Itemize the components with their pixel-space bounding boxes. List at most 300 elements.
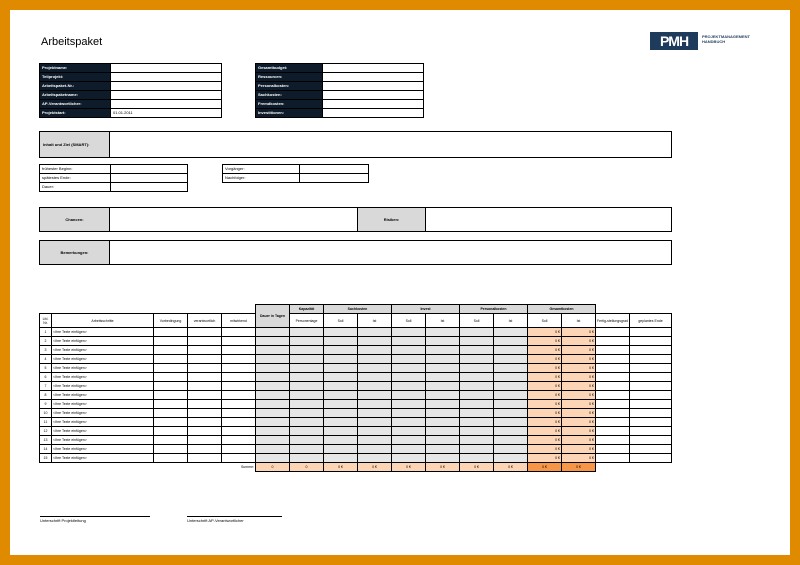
row-mitwirkend[interactable] <box>222 373 256 382</box>
col-verantwortlich: verantwortlich <box>188 314 222 328</box>
row-number: 15 <box>40 454 52 463</box>
row-value-cell[interactable] <box>256 445 290 454</box>
project-info-table <box>39 63 222 118</box>
row-value-cell[interactable] <box>426 409 460 418</box>
row-value-cell[interactable] <box>324 436 358 445</box>
row-verantwortlich[interactable] <box>188 436 222 445</box>
risiken-label: Risiken: <box>358 208 426 231</box>
row-mitwirkend[interactable] <box>222 355 256 364</box>
row-arbeitsschritt[interactable]: <Ihre Texte einfügen> <box>52 391 154 400</box>
sum-cell: 0 <box>256 463 290 472</box>
table-row <box>40 391 672 400</box>
row-arbeitsschritt[interactable]: <Ihre Texte einfügen> <box>52 409 154 418</box>
row-number: 9 <box>40 400 52 409</box>
row-mitwirkend[interactable] <box>222 382 256 391</box>
row-value-cell[interactable] <box>290 454 324 463</box>
row-geplantes-ende[interactable] <box>630 382 672 391</box>
row-value-cell[interactable] <box>256 355 290 364</box>
row-value-cell[interactable] <box>494 436 528 445</box>
row-arbeitsschritt[interactable]: <Ihre Texte einfügen> <box>52 454 154 463</box>
group-personalkosten: Personalkosten <box>460 305 528 314</box>
budget-field-label: Personalkosten: <box>256 82 323 91</box>
row-value-cell[interactable] <box>256 382 290 391</box>
row-value-cell[interactable] <box>426 346 460 355</box>
row-value-cell[interactable] <box>494 355 528 364</box>
row-gesamt-soll: 0 € <box>528 373 562 382</box>
row-geplantes-ende[interactable] <box>630 328 672 337</box>
project-field-value[interactable] <box>111 73 222 82</box>
row-gesamt-soll: 0 € <box>528 436 562 445</box>
row-vorbedingung[interactable] <box>154 364 188 373</box>
group-invest: Invest <box>392 305 460 314</box>
row-value-cell[interactable] <box>392 391 426 400</box>
row-value-cell[interactable] <box>392 400 426 409</box>
row-value-cell[interactable] <box>358 328 392 337</box>
row-value-cell[interactable] <box>460 337 494 346</box>
row-value-cell[interactable] <box>324 400 358 409</box>
project-field-value[interactable] <box>111 64 222 73</box>
row-mitwirkend[interactable] <box>222 328 256 337</box>
row-value-cell[interactable] <box>426 436 460 445</box>
row-value-cell[interactable] <box>460 454 494 463</box>
sum-cell: 0 € <box>358 463 392 472</box>
row-arbeitsschritt[interactable]: <Ihre Texte einfügen> <box>52 337 154 346</box>
row-value-cell[interactable] <box>494 328 528 337</box>
sum-cell: 0 € <box>324 463 358 472</box>
row-value-cell[interactable] <box>324 445 358 454</box>
row-value-cell[interactable] <box>460 427 494 436</box>
row-value-cell[interactable] <box>392 418 426 427</box>
row-value-cell[interactable] <box>460 346 494 355</box>
row-value-cell[interactable] <box>426 454 460 463</box>
row-value-cell[interactable] <box>494 346 528 355</box>
row-verantwortlich[interactable] <box>188 337 222 346</box>
col-pers-ist: Ist <box>494 314 528 328</box>
row-vorbedingung[interactable] <box>154 436 188 445</box>
row-mitwirkend[interactable] <box>222 346 256 355</box>
row-verantwortlich[interactable] <box>188 328 222 337</box>
row-number: 10 <box>40 409 52 418</box>
row-fertigstellungsgrad[interactable] <box>596 373 630 382</box>
row-fertigstellungsgrad[interactable] <box>596 436 630 445</box>
table-row <box>40 427 672 436</box>
row-value-cell[interactable] <box>392 427 426 436</box>
row-value-cell[interactable] <box>290 364 324 373</box>
row-verantwortlich[interactable] <box>188 400 222 409</box>
row-arbeitsschritt[interactable]: <Ihre Texte einfügen> <box>52 427 154 436</box>
sum-cell: 0 € <box>460 463 494 472</box>
date-field-value[interactable] <box>111 165 188 174</box>
row-gesamt-soll: 0 € <box>528 454 562 463</box>
row-arbeitsschritt[interactable]: <Ihre Texte einfügen> <box>52 373 154 382</box>
row-value-cell[interactable] <box>460 382 494 391</box>
row-number: 1 <box>40 328 52 337</box>
row-value-cell[interactable] <box>426 373 460 382</box>
row-arbeitsschritt[interactable]: <Ihre Texte einfügen> <box>52 400 154 409</box>
row-mitwirkend[interactable] <box>222 400 256 409</box>
row-value-cell[interactable] <box>426 382 460 391</box>
row-value-cell[interactable] <box>460 400 494 409</box>
group-gesamtkosten: Gesamtkosten <box>528 305 596 314</box>
row-verantwortlich[interactable] <box>188 454 222 463</box>
row-fertigstellungsgrad[interactable] <box>596 409 630 418</box>
row-arbeitsschritt[interactable]: <Ihre Texte einfügen> <box>52 445 154 454</box>
row-vorbedingung[interactable] <box>154 400 188 409</box>
row-value-cell[interactable] <box>426 400 460 409</box>
logo-text: PROJEKTMANAGEMENT HANDBUCH <box>702 34 751 44</box>
row-value-cell[interactable] <box>392 454 426 463</box>
row-gesamt-soll: 0 € <box>528 382 562 391</box>
row-value-cell[interactable] <box>290 436 324 445</box>
row-value-cell[interactable] <box>358 346 392 355</box>
row-vorbedingung[interactable] <box>154 346 188 355</box>
row-geplantes-ende[interactable] <box>630 337 672 346</box>
row-fertigstellungsgrad[interactable] <box>596 337 630 346</box>
budget-field-value[interactable] <box>323 109 424 118</box>
row-value-cell[interactable] <box>324 427 358 436</box>
row-value-cell[interactable] <box>392 355 426 364</box>
page-title: Arbeitspaket <box>41 36 103 48</box>
row-value-cell[interactable] <box>290 427 324 436</box>
row-value-cell[interactable] <box>256 391 290 400</box>
budget-info-table <box>255 63 424 118</box>
row-gesamt-soll: 0 € <box>528 328 562 337</box>
row-value-cell[interactable] <box>324 328 358 337</box>
row-value-cell[interactable] <box>494 454 528 463</box>
row-mitwirkend[interactable] <box>222 337 256 346</box>
row-gesamt-soll: 0 € <box>528 346 562 355</box>
row-geplantes-ende[interactable] <box>630 400 672 409</box>
row-value-cell[interactable] <box>324 391 358 400</box>
row-value-cell[interactable] <box>324 346 358 355</box>
row-value-cell[interactable] <box>290 328 324 337</box>
dates-table <box>39 164 188 192</box>
row-value-cell[interactable] <box>290 337 324 346</box>
row-verantwortlich[interactable] <box>188 418 222 427</box>
row-value-cell[interactable] <box>358 436 392 445</box>
risiken-field[interactable] <box>357 207 672 232</box>
row-mitwirkend[interactable] <box>222 445 256 454</box>
bemerkungen-field[interactable] <box>39 240 672 265</box>
row-value-cell[interactable] <box>256 337 290 346</box>
row-value-cell[interactable] <box>256 373 290 382</box>
row-gesamt-ist: 0 € <box>562 436 596 445</box>
row-value-cell[interactable] <box>358 400 392 409</box>
row-geplantes-ende[interactable] <box>630 346 672 355</box>
table-row <box>40 346 672 355</box>
row-value-cell[interactable] <box>290 409 324 418</box>
col-arbeitsschritte: Arbeitsschritte <box>52 314 154 328</box>
row-value-cell[interactable] <box>392 445 426 454</box>
row-value-cell[interactable] <box>426 391 460 400</box>
row-value-cell[interactable] <box>256 364 290 373</box>
row-mitwirkend[interactable] <box>222 418 256 427</box>
relation-field-value[interactable] <box>300 174 369 183</box>
sum-cell: 0 € <box>426 463 460 472</box>
budget-field-value[interactable] <box>323 100 424 109</box>
row-value-cell[interactable] <box>392 382 426 391</box>
date-field-label: Dauer: <box>40 183 111 192</box>
col-ges-soll: Soll <box>528 314 562 328</box>
budget-field-value[interactable] <box>323 91 424 100</box>
row-value-cell[interactable] <box>494 400 528 409</box>
row-value-cell[interactable] <box>256 409 290 418</box>
date-field-value[interactable] <box>111 174 188 183</box>
project-field-label: Arbeitspaket-Nr.: <box>40 82 111 91</box>
row-arbeitsschritt[interactable]: <Ihre Texte einfügen> <box>52 418 154 427</box>
row-vorbedingung[interactable] <box>154 445 188 454</box>
chancen-label: Chancen: <box>40 208 110 231</box>
row-value-cell[interactable] <box>426 355 460 364</box>
row-value-cell[interactable] <box>358 418 392 427</box>
row-vorbedingung[interactable] <box>154 382 188 391</box>
row-geplantes-ende[interactable] <box>630 409 672 418</box>
row-value-cell[interactable] <box>324 337 358 346</box>
table-row <box>40 445 672 454</box>
row-value-cell[interactable] <box>256 418 290 427</box>
row-fertigstellungsgrad[interactable] <box>596 382 630 391</box>
row-value-cell[interactable] <box>256 436 290 445</box>
chancen-field[interactable] <box>39 207 359 232</box>
row-value-cell[interactable] <box>494 418 528 427</box>
row-value-cell[interactable] <box>358 427 392 436</box>
row-arbeitsschritt[interactable]: <Ihre Texte einfügen> <box>52 436 154 445</box>
row-verantwortlich[interactable] <box>188 427 222 436</box>
row-value-cell[interactable] <box>494 445 528 454</box>
budget-field-value[interactable] <box>323 64 424 73</box>
row-arbeitsschritt[interactable]: <Ihre Texte einfügen> <box>52 364 154 373</box>
row-value-cell[interactable] <box>256 400 290 409</box>
project-field-value[interactable] <box>111 91 222 100</box>
row-value-cell[interactable] <box>324 373 358 382</box>
row-value-cell[interactable] <box>494 337 528 346</box>
row-fertigstellungsgrad[interactable] <box>596 364 630 373</box>
row-value-cell[interactable] <box>324 355 358 364</box>
row-gesamt-soll: 0 € <box>528 409 562 418</box>
row-value-cell[interactable] <box>290 346 324 355</box>
row-gesamt-ist: 0 € <box>562 328 596 337</box>
date-field-value[interactable] <box>111 183 188 192</box>
budget-field-value[interactable] <box>323 73 424 82</box>
row-value-cell[interactable] <box>290 391 324 400</box>
row-value-cell[interactable] <box>358 409 392 418</box>
row-value-cell[interactable] <box>256 454 290 463</box>
row-number: 13 <box>40 436 52 445</box>
relation-field-label: Nachfolger: <box>223 174 300 183</box>
row-value-cell[interactable] <box>494 409 528 418</box>
row-fertigstellungsgrad[interactable] <box>596 427 630 436</box>
row-value-cell[interactable] <box>494 382 528 391</box>
row-vorbedingung[interactable] <box>154 409 188 418</box>
col-vorbedingung: Vorbedingung <box>154 314 188 328</box>
table-row <box>40 418 672 427</box>
relations-table <box>222 164 369 183</box>
row-value-cell[interactable] <box>290 373 324 382</box>
project-field-value[interactable]: 01.01.2011 <box>111 109 222 118</box>
row-fertigstellungsgrad[interactable] <box>596 346 630 355</box>
row-geplantes-ende[interactable] <box>630 445 672 454</box>
table-row <box>40 454 672 463</box>
row-gesamt-ist: 0 € <box>562 454 596 463</box>
row-value-cell[interactable] <box>392 373 426 382</box>
budget-field-label: Fremdkosten: <box>256 100 323 109</box>
row-gesamt-soll: 0 € <box>528 355 562 364</box>
row-value-cell[interactable] <box>460 328 494 337</box>
row-value-cell[interactable] <box>460 409 494 418</box>
row-value-cell[interactable] <box>460 355 494 364</box>
row-mitwirkend[interactable] <box>222 364 256 373</box>
row-value-cell[interactable] <box>256 328 290 337</box>
row-fertigstellungsgrad[interactable] <box>596 445 630 454</box>
sum-label: Summe: <box>240 465 254 470</box>
row-value-cell[interactable] <box>358 445 392 454</box>
row-gesamt-ist: 0 € <box>562 373 596 382</box>
row-value-cell[interactable] <box>460 373 494 382</box>
row-value-cell[interactable] <box>460 364 494 373</box>
row-fertigstellungsgrad[interactable] <box>596 391 630 400</box>
row-vorbedingung[interactable] <box>154 391 188 400</box>
row-geplantes-ende[interactable] <box>630 355 672 364</box>
row-value-cell[interactable] <box>324 364 358 373</box>
row-vorbedingung[interactable] <box>154 337 188 346</box>
row-geplantes-ende[interactable] <box>630 436 672 445</box>
row-value-cell[interactable] <box>324 454 358 463</box>
row-verantwortlich[interactable] <box>188 445 222 454</box>
row-number: 12 <box>40 427 52 436</box>
row-value-cell[interactable] <box>426 364 460 373</box>
row-vorbedingung[interactable] <box>154 328 188 337</box>
row-fertigstellungsgrad[interactable] <box>596 355 630 364</box>
project-field-label: AP-Verantwortlicher: <box>40 100 111 109</box>
row-value-cell[interactable] <box>392 328 426 337</box>
row-fertigstellungsgrad[interactable] <box>596 400 630 409</box>
row-value-cell[interactable] <box>494 427 528 436</box>
row-value-cell[interactable] <box>460 418 494 427</box>
row-mitwirkend[interactable] <box>222 391 256 400</box>
row-geplantes-ende[interactable] <box>630 454 672 463</box>
work-steps-table <box>39 304 672 472</box>
row-value-cell[interactable] <box>358 454 392 463</box>
row-value-cell[interactable] <box>392 436 426 445</box>
row-value-cell[interactable] <box>358 391 392 400</box>
row-value-cell[interactable] <box>358 382 392 391</box>
row-value-cell[interactable] <box>290 400 324 409</box>
row-value-cell[interactable] <box>460 445 494 454</box>
row-value-cell[interactable] <box>392 346 426 355</box>
row-verantwortlich[interactable] <box>188 364 222 373</box>
row-value-cell[interactable] <box>290 382 324 391</box>
row-value-cell[interactable] <box>426 337 460 346</box>
table-row <box>40 364 672 373</box>
row-value-cell[interactable] <box>494 391 528 400</box>
row-arbeitsschritt[interactable]: <Ihre Texte einfügen> <box>52 355 154 364</box>
row-verantwortlich[interactable] <box>188 409 222 418</box>
row-value-cell[interactable] <box>392 409 426 418</box>
row-fertigstellungsgrad[interactable] <box>596 454 630 463</box>
row-geplantes-ende[interactable] <box>630 373 672 382</box>
row-mitwirkend[interactable] <box>222 436 256 445</box>
row-value-cell[interactable] <box>392 364 426 373</box>
row-value-cell[interactable] <box>426 418 460 427</box>
sum-cell: 0 € <box>392 463 426 472</box>
row-gesamt-ist: 0 € <box>562 355 596 364</box>
row-arbeitsschritt[interactable]: <Ihre Texte einfügen> <box>52 328 154 337</box>
row-geplantes-ende[interactable] <box>630 427 672 436</box>
row-value-cell[interactable] <box>290 418 324 427</box>
row-arbeitsschritt[interactable]: <Ihre Texte einfügen> <box>52 346 154 355</box>
row-value-cell[interactable] <box>460 391 494 400</box>
row-value-cell[interactable] <box>426 445 460 454</box>
row-verantwortlich[interactable] <box>188 391 222 400</box>
row-gesamt-ist: 0 € <box>562 346 596 355</box>
row-value-cell[interactable] <box>494 373 528 382</box>
row-value-cell[interactable] <box>256 427 290 436</box>
project-field-label: Arbeitspaketname: <box>40 91 111 100</box>
row-value-cell[interactable] <box>358 355 392 364</box>
row-vorbedingung[interactable] <box>154 418 188 427</box>
row-mitwirkend[interactable] <box>222 409 256 418</box>
relation-field-value[interactable] <box>300 165 369 174</box>
row-gesamt-ist: 0 € <box>562 427 596 436</box>
row-value-cell[interactable] <box>426 427 460 436</box>
row-value-cell[interactable] <box>358 337 392 346</box>
row-mitwirkend[interactable] <box>222 427 256 436</box>
row-value-cell[interactable] <box>324 382 358 391</box>
row-mitwirkend[interactable] <box>222 454 256 463</box>
row-value-cell[interactable] <box>324 409 358 418</box>
row-value-cell[interactable] <box>290 445 324 454</box>
sum-cell: 0 € <box>494 463 528 472</box>
row-verantwortlich[interactable] <box>188 346 222 355</box>
budget-field-label: Ressourcen: <box>256 73 323 82</box>
table-row <box>40 382 672 391</box>
inhalt-ziel-field[interactable] <box>39 131 672 158</box>
group-kapazitaet: Kapazität <box>290 305 324 314</box>
row-value-cell[interactable] <box>358 364 392 373</box>
row-value-cell[interactable] <box>392 337 426 346</box>
project-field-value[interactable] <box>111 82 222 91</box>
row-value-cell[interactable] <box>426 328 460 337</box>
row-geplantes-ende[interactable] <box>630 364 672 373</box>
row-vorbedingung[interactable] <box>154 454 188 463</box>
row-fertigstellungsgrad[interactable] <box>596 418 630 427</box>
project-field-value[interactable] <box>111 100 222 109</box>
row-value-cell[interactable] <box>460 436 494 445</box>
row-vorbedingung[interactable] <box>154 427 188 436</box>
row-value-cell[interactable] <box>494 364 528 373</box>
row-vorbedingung[interactable] <box>154 373 188 382</box>
row-value-cell[interactable] <box>290 355 324 364</box>
row-geplantes-ende[interactable] <box>630 391 672 400</box>
row-number: 11 <box>40 418 52 427</box>
row-verantwortlich[interactable] <box>188 382 222 391</box>
col-lfd-nr: Lfd. Nr. <box>40 314 52 328</box>
row-value-cell[interactable] <box>324 418 358 427</box>
row-value-cell[interactable] <box>358 373 392 382</box>
budget-field-value[interactable] <box>323 82 424 91</box>
row-verantwortlich[interactable] <box>188 355 222 364</box>
row-gesamt-ist: 0 € <box>562 382 596 391</box>
row-fertigstellungsgrad[interactable] <box>596 328 630 337</box>
inhalt-ziel-label: Inhalt und Ziel (SMART): <box>40 132 110 157</box>
row-arbeitsschritt[interactable]: <Ihre Texte einfügen> <box>52 382 154 391</box>
row-vorbedingung[interactable] <box>154 355 188 364</box>
col-mitwirkend: mitwirkend <box>222 314 256 328</box>
row-geplantes-ende[interactable] <box>630 418 672 427</box>
col-sach-soll: Soll <box>324 314 358 328</box>
row-value-cell[interactable] <box>256 346 290 355</box>
row-verantwortlich[interactable] <box>188 373 222 382</box>
